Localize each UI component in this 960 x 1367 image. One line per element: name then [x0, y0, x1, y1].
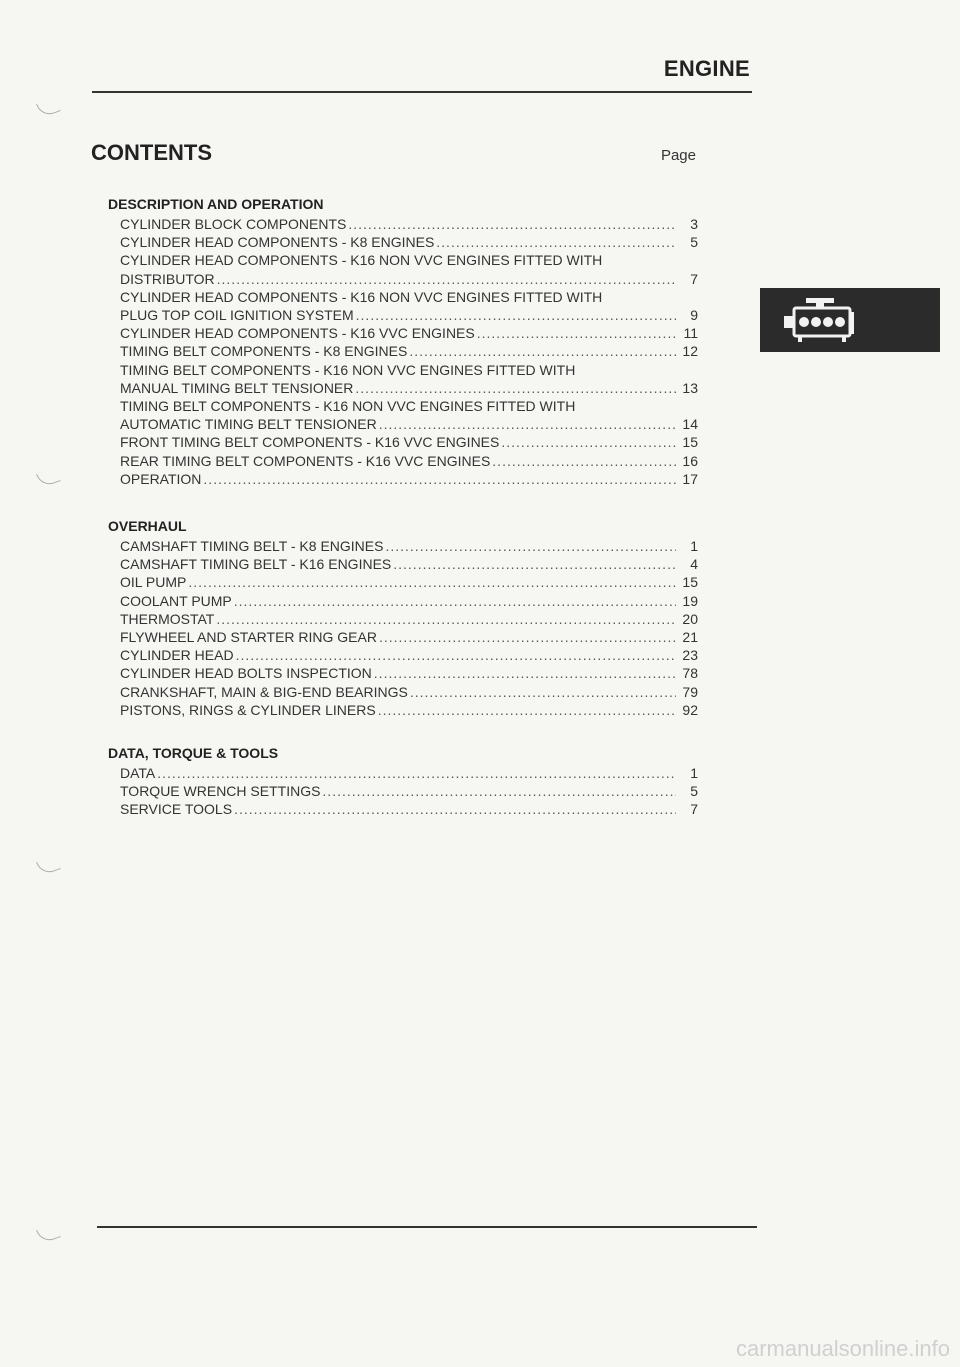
toc-entry-page: 11 — [683, 325, 698, 342]
toc-entry-title: CYLINDER HEAD — [120, 647, 234, 664]
watermark-text: carmanualsonline.info — [735, 1336, 950, 1361]
toc-entry[interactable] — [120, 397, 698, 433]
toc-entry-title: SERVICE TOOLS — [120, 801, 233, 818]
dot-leader — [355, 379, 676, 397]
toc-entry[interactable] — [120, 324, 698, 342]
toc-entry-title: PLUG TOP COIL IGNITION SYSTEM — [120, 307, 354, 324]
toc-entry-title: OPERATION — [120, 470, 202, 487]
engine-icon — [780, 294, 860, 346]
toc-entry-page: 19 — [682, 592, 698, 609]
toc-entry-list — [108, 537, 698, 719]
toc-entry[interactable] — [120, 470, 698, 488]
toc-entry-page: 79 — [682, 683, 698, 700]
toc-entry[interactable] — [120, 573, 698, 591]
toc-entry-title: MANUAL TIMING BELT TENSIONER — [120, 379, 354, 396]
toc-entry-page: 23 — [682, 647, 698, 664]
section-heading: DATA, TORQUE & TOOLS — [108, 745, 279, 761]
toc-entry[interactable] — [120, 683, 698, 701]
section-heading: DESCRIPTION AND OPERATION — [108, 196, 324, 212]
toc-entry-title: DISTRIBUTOR — [120, 270, 215, 287]
toc-entry-page: 92 — [682, 701, 698, 718]
toc-entry-page: 7 — [690, 801, 698, 818]
toc-entry-title-line: TIMING BELT COMPONENTS - K16 NON VVC ENGINES FITTED WITH — [120, 361, 576, 378]
dot-leader — [203, 470, 676, 488]
toc-entry-page: 78 — [682, 665, 698, 682]
contents-title: CONTENTS — [91, 140, 212, 165]
toc-entry-title: REAR TIMING BELT COMPONENTS - K16 VVC ENGINES — [120, 452, 491, 469]
dot-leader — [492, 452, 676, 470]
toc-entry-title: CYLINDER HEAD COMPONENTS - K8 ENGINES — [120, 234, 435, 251]
toc-entry[interactable] — [120, 288, 698, 324]
toc-entry-list — [108, 764, 698, 819]
dot-leader — [409, 342, 676, 360]
section-heading: OVERHAUL — [108, 518, 187, 534]
section-description-and-operation — [108, 193, 698, 488]
toc-entry-page: 1 — [690, 538, 698, 554]
toc-entry-title-line: CYLINDER HEAD COMPONENTS - K16 NON VVC ENGINES FITTED WITH — [120, 252, 603, 269]
dot-leader — [501, 433, 676, 451]
toc-entry-title: TORQUE WRENCH SETTINGS — [120, 783, 321, 800]
toc-entry[interactable] — [120, 664, 698, 682]
scan-artifact — [36, 97, 61, 118]
toc-entry-title: COOLANT PUMP — [120, 592, 232, 609]
dot-leader — [356, 306, 676, 324]
dot-leader — [348, 215, 676, 233]
toc-entry-title: TIMING BELT COMPONENTS - K8 ENGINES — [120, 343, 408, 360]
toc-entry[interactable] — [120, 233, 698, 251]
scan-artifact — [36, 467, 61, 488]
dot-leader — [236, 646, 676, 664]
toc-entry[interactable] — [120, 342, 698, 360]
dot-leader — [379, 628, 676, 646]
toc-entry[interactable] — [120, 800, 698, 818]
chapter-tab[interactable] — [760, 288, 940, 352]
toc-entry-title: CAMSHAFT TIMING BELT - K8 ENGINES — [120, 538, 384, 554]
toc-entry-title: OIL PUMP — [120, 574, 187, 591]
dot-leader — [410, 683, 676, 701]
toc-entry-page: 21 — [682, 629, 698, 646]
scan-artifact — [36, 1223, 61, 1244]
toc-entry-title-line: TIMING BELT COMPONENTS - K16 NON VVC ENGINES FITTED WITH — [120, 398, 576, 415]
toc-entry[interactable] — [120, 361, 698, 397]
dot-leader — [379, 415, 676, 433]
dot-leader — [188, 573, 676, 591]
page-column-label: Page — [660, 147, 696, 164]
toc-entry-title-line: CYLINDER HEAD COMPONENTS - K16 NON VVC ENGINES FITTED WITH — [120, 288, 603, 305]
dot-leader — [157, 764, 676, 782]
toc-entry-title: CRANKSHAFT, MAIN & BIG-END BEARINGS — [120, 683, 408, 700]
toc-entry-title: FRONT TIMING BELT COMPONENTS - K16 VVC ENGINES — [120, 434, 500, 451]
toc-entry-page: 13 — [682, 379, 698, 396]
toc-entry-title: CYLINDER HEAD BOLTS INSPECTION — [120, 665, 372, 682]
toc-entry[interactable] — [120, 251, 698, 287]
page-header-title: ENGINE — [663, 56, 750, 81]
dot-leader — [217, 270, 676, 288]
toc-entry-page: 14 — [682, 416, 698, 433]
toc-entry-title: CYLINDER BLOCK COMPONENTS — [120, 216, 347, 232]
toc-entry-title: DATA — [120, 765, 156, 781]
toc-entry-title: CAMSHAFT TIMING BELT - K16 ENGINES — [120, 556, 392, 573]
toc-entry-title: THERMOSTAT — [120, 610, 215, 627]
dot-leader — [234, 592, 676, 610]
toc-entry[interactable] — [120, 555, 698, 573]
toc-entry[interactable] — [120, 764, 698, 782]
toc-entry-title: PISTONS, RINGS & CYLINDER LINERS — [120, 701, 376, 718]
dot-leader — [216, 610, 676, 628]
toc-entry[interactable] — [120, 701, 698, 719]
toc-entry-page: 15 — [682, 434, 698, 451]
toc-entry-page: 9 — [690, 307, 698, 324]
toc-entry[interactable] — [120, 433, 698, 451]
toc-entry-page: 20 — [682, 610, 698, 627]
section-overhaul — [108, 515, 698, 719]
toc-entry[interactable] — [120, 628, 698, 646]
toc-entry-page: 12 — [682, 343, 698, 360]
header-rule — [92, 91, 752, 93]
toc-entry[interactable] — [120, 452, 698, 470]
toc-entry-page: 5 — [690, 783, 698, 800]
toc-entry-list — [108, 215, 698, 488]
toc-entry[interactable] — [120, 646, 698, 664]
section-data-torque-tools — [108, 742, 698, 819]
dot-leader — [234, 800, 676, 818]
dot-leader — [385, 537, 676, 555]
toc-entry[interactable] — [120, 215, 698, 233]
dot-leader — [393, 555, 676, 573]
footer-rule — [97, 1226, 757, 1228]
toc-entry-page: 5 — [690, 234, 698, 251]
toc-entry-page: 3 — [690, 216, 698, 232]
toc-entry[interactable] — [120, 592, 698, 610]
dot-leader — [436, 233, 676, 251]
dot-leader — [322, 782, 676, 800]
dot-leader — [378, 701, 676, 719]
toc-entry[interactable] — [120, 610, 698, 628]
scan-artifact — [36, 855, 61, 876]
toc-entry-page: 15 — [682, 574, 698, 591]
dot-leader — [374, 664, 676, 682]
toc-entry-title: FLYWHEEL AND STARTER RING GEAR — [120, 629, 377, 646]
toc-entry[interactable] — [120, 537, 698, 555]
toc-entry-page: 17 — [682, 470, 698, 487]
toc-entry-title: AUTOMATIC TIMING BELT TENSIONER — [120, 416, 377, 433]
toc-entry-page: 4 — [690, 556, 698, 573]
dot-leader — [477, 324, 676, 342]
toc-entry[interactable] — [120, 782, 698, 800]
toc-entry-page: 16 — [682, 452, 698, 469]
toc-entry-title: CYLINDER HEAD COMPONENTS - K16 VVC ENGINES — [120, 325, 475, 342]
toc-entry-page: 7 — [690, 270, 698, 287]
toc-entry-page: 1 — [690, 765, 698, 781]
